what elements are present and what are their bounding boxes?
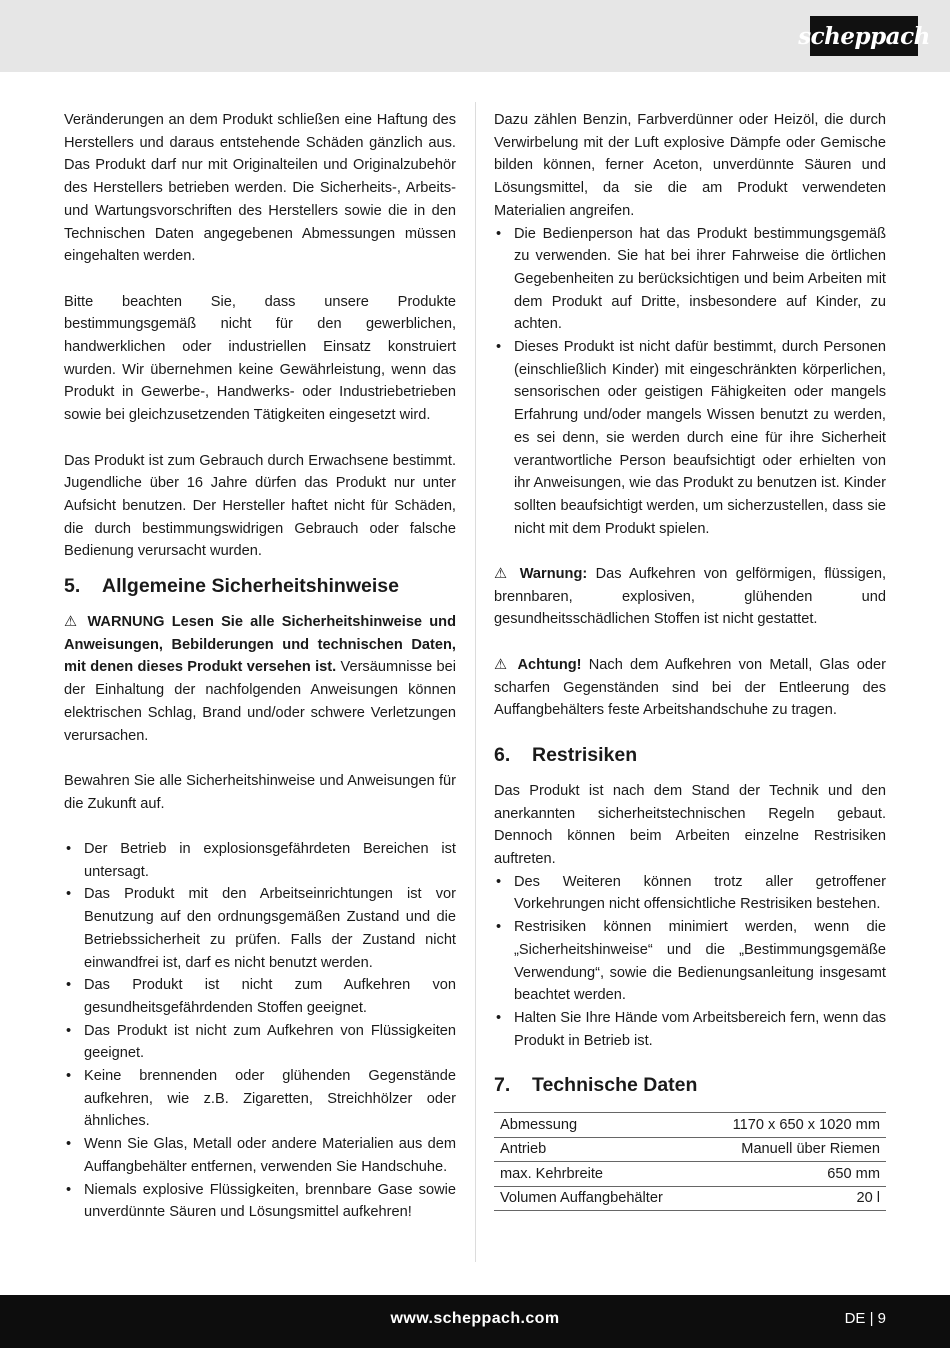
section-7-heading — [494, 1072, 886, 1098]
paragraph-intended-use: Bitte beachten Sie, dass unsere Produkte bestimmungsgemäß nicht für den gewerblichen, handwerklichen oder industriellen Einsatz konstruiert wurden. Wir übernehmen keine Gewährleistung, wenn das Produkt in Gewerbe-, Handwerks- oder Industriebetrieben sowie bei gleichzusetzenden Tätigkeiten eingesetzt wird. — [64, 293, 456, 424]
safety-bullet-list — [64, 838, 456, 1224]
paragraph-keep-instructions: Bewahren Sie alle Sicherheitshinweise und Anweisungen für die Zukunft auf. — [64, 772, 456, 812]
warning-bold-text: WARNUNG Lesen Sie alle Sicherheitshinweise und Anweisungen, Bebilderungen und technischen Daten, mit denen dieses Produkt versehen ist. — [64, 614, 456, 676]
achtung-text: Nach dem Aufkehren von Metall, Glas oder scharfen Gegenständen sind bei der Entleerung des Auffangbehälters feste Arbeitshandschuhe zu tragen. — [494, 656, 886, 719]
paragraph-adult-use: Das Produkt ist zum Gebrauch durch Erwachsene bestimmt. Jugendliche über 16 Jahre dürfen das Produkt nur unter Aufsicht benutzen. Der Hersteller haftet nicht für Schäden, die durch bestimmungswidrigen Gebrauch oder falsche Bedienung verursacht wurden. — [64, 452, 456, 560]
warnung-text: Das Aufkehren von gelförmigen, flüssigen, brennbaren, explosiven, glühenden und gesundheitsschädlichen Stoffen ist nicht gestattet. — [494, 566, 886, 628]
warning-triangle-icon: ⚠ — [494, 566, 512, 583]
list-item: • Das Produkt ist nicht zum Aufkehren von Flüssigkeiten geeignet. — [64, 1020, 456, 1065]
list-item: • Das Produkt ist nicht zum Aufkehren von gesundheitsgefährdenden Stoffen geeignet. — [64, 974, 456, 1019]
list-item: • Halten Sie Ihre Hände vom Arbeitsbereich fern, wenn das Produkt in Betrieb ist. — [494, 1007, 886, 1052]
warning-block — [64, 611, 456, 747]
list-item: • Dieses Produkt ist nicht dafür bestimmt, durch Personen (einschließlich Kinder) mit eingeschränkten körperlichen, sensorischen oder geistigen Fähigkeiten oder mangels Erfahrung und/oder mangels Wissen benutzt zu werden, es sei denn, sie werden durch eine für ihre Sicherheit verantwortliche Person beaufsichtigt oder erhielten von ihr Anweisungen, wie das Produkt zu benutzen ist. Kinder sollten beaufsichtigt werden, um sicherzustellen, dass sie nicht mit dem Produkt spielen. — [494, 336, 886, 540]
section-7-title: Technische Daten — [532, 1074, 698, 1097]
page-number: DE | 9 — [844, 1310, 886, 1327]
list-item: • Niemals explosive Flüssigkeiten, brennbare Gase sowie unverdünnte Säuren und Lösungsmittel aufkehren! — [64, 1179, 456, 1224]
table-cell-value: 650 mm — [699, 1162, 886, 1187]
operator-bullet-list — [494, 223, 886, 541]
section-7-number: 7. — [494, 1074, 511, 1097]
left-column — [64, 109, 456, 1224]
warnung-label: Warnung: — [519, 566, 588, 583]
warnung-block — [494, 563, 886, 631]
section-5-title: Allgemeine Sicherheitshinweise — [102, 575, 399, 598]
table-cell-value: Manuell über Riemen — [699, 1137, 886, 1162]
achtung-block — [494, 654, 886, 722]
table-cell-value: 1170 x 650 x 1020 mm — [699, 1113, 886, 1138]
table-row — [494, 1113, 886, 1138]
section-5-heading — [64, 573, 456, 599]
warning-text: Versäumnisse bei der Einhaltung der nachfolgenden Anweisungen können elektrischen Schlag, Brand und/oder schwere Verletzungen verursachen. — [64, 659, 456, 744]
page-header — [0, 0, 950, 72]
table-cell-label: Antrieb — [494, 1137, 699, 1162]
paragraph-solvents: Dazu zählen Benzin, Farbverdünner oder Heizöl, die durch Verwirbelung mit der Luft explosive Dämpfe oder Gemische bilden können, ferner Aceton, unverdünnte Säuren und Lösungsmittel, da sie die am Produkt verwendeten Materialien angreifen. — [494, 112, 886, 219]
website-link[interactable]: www.scheppach.com — [390, 1310, 560, 1327]
brand-logo: scheppach — [810, 16, 918, 56]
warning-triangle-icon: ⚠ — [64, 614, 81, 631]
page-footer — [0, 1295, 950, 1348]
table-cell-value: 20 l — [699, 1186, 886, 1211]
list-item: • Des Weiteren können trotz aller getroffener Vorkehrungen nicht offensichtliche Restrisiken bestehen. — [494, 871, 886, 916]
achtung-label: Achtung! — [517, 656, 582, 673]
list-item: • Das Produkt mit den Arbeitseinrichtungen ist vor Benutzung auf den ordnungsgemäßen Zustand und die Betriebssicherheit zu prüfen. Falls der Zustand nicht einwandfrei ist, darf es nicht benutzt werden. — [64, 883, 456, 974]
list-item: • Der Betrieb in explosionsgefährdeten Bereichen ist untersagt. — [64, 838, 456, 883]
table-row — [494, 1137, 886, 1162]
section-6-title: Restrisiken — [532, 743, 638, 766]
table-row — [494, 1162, 886, 1187]
right-column — [494, 109, 886, 1211]
section-5-number: 5. — [64, 575, 81, 598]
list-item: • Keine brennenden oder glühenden Gegenstände aufkehren, wie z.B. Zigaretten, Streichhölzer oder ähnliches. — [64, 1065, 456, 1133]
paragraph-liability: Veränderungen an dem Produkt schließen eine Haftung des Herstellers und daraus entstehende Schäden gänzlich aus. Das Produkt darf nur mit Originalteilen und Originalzubehör des Herstellers betrieben werden. Die Sicherheits-, Arbeits- und Wartungsvorschriften des Herstellers sowie die in den Technischen Daten angegebenen Abmessungen müssen eingehalten werden. — [64, 112, 456, 265]
list-item: • Restrisiken können minimiert werden, wenn die „Sicherheitshinweise“ und die „Bestimmungsgemäße Verwendung“, sowie die Bedienungsanleitung insgesamt beachtet werden. — [494, 916, 886, 1007]
list-item: • Die Bedienperson hat das Produkt bestimmungsgemäß zu verwenden. Sie hat bei ihrer Fahrweise die örtlichen Gegebenheiten zu berücksichtigen und beim Arbeiten mit dem Produkt auf Dritte, insbesondere auf Kinder, zu achten. — [494, 223, 886, 337]
column-divider — [475, 102, 476, 1262]
technical-data-table — [494, 1112, 886, 1211]
section-6-heading — [494, 742, 886, 768]
paragraph-residual-risks: Das Produkt ist nach dem Stand der Technik und den anerkannten sicherheitstechnischen Regeln gebaut. Dennoch können beim Arbeiten einzelne Restrisiken auftreten. — [494, 782, 886, 868]
table-cell-label: Abmessung — [494, 1113, 699, 1138]
table-cell-label: max. Kehrbreite — [494, 1162, 699, 1187]
residual-risk-list — [494, 871, 886, 1053]
section-6-number: 6. — [494, 743, 511, 766]
list-item: • Wenn Sie Glas, Metall oder andere Materialien aus dem Auffangbehälter entfernen, verwenden Sie Handschuhe. — [64, 1133, 456, 1178]
warning-triangle-icon: ⚠ — [494, 656, 511, 673]
table-cell-label: Volumen Auffangbehälter — [494, 1186, 699, 1211]
table-row — [494, 1186, 886, 1211]
